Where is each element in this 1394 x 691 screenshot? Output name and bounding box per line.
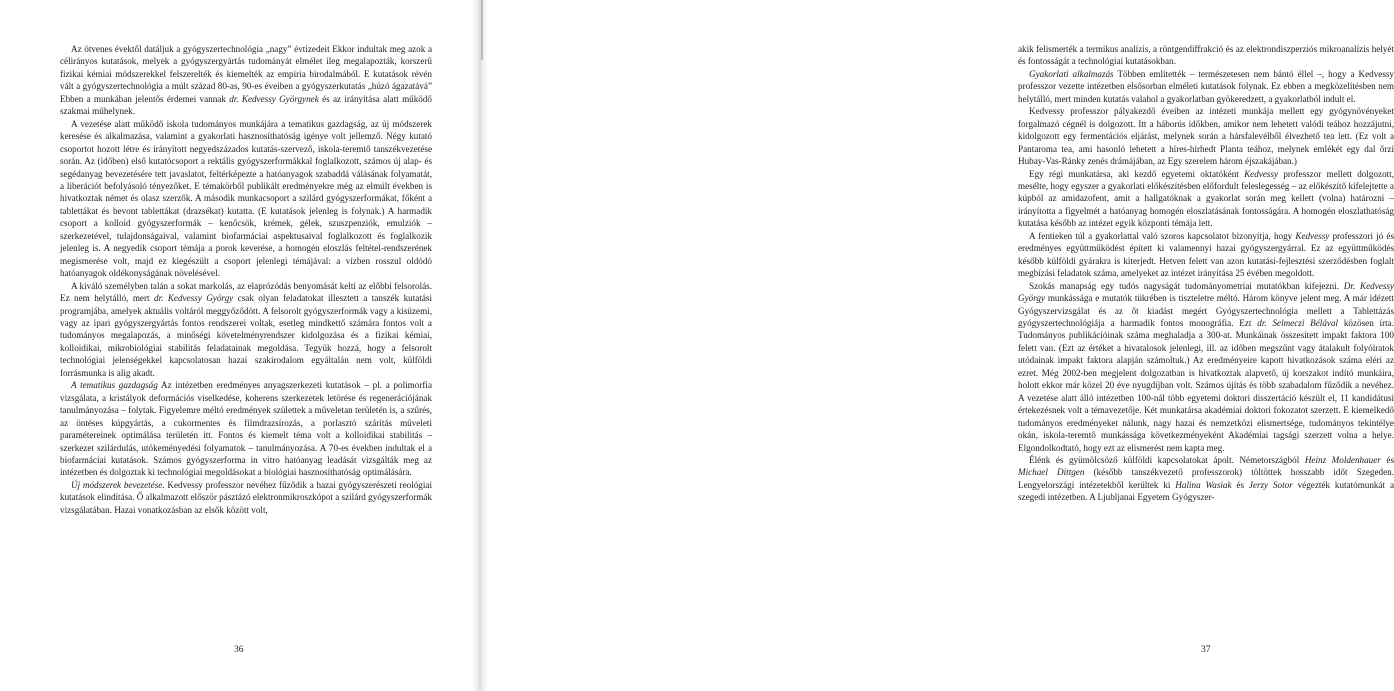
text-run: végezték kutatómunkát a szegedi intézetben. A Ljubljanai Egyetem Gyógyszer- bbox=[1018, 479, 1394, 503]
italic-text: Dr. Kedvessy György bbox=[1018, 280, 1394, 304]
paragraph bbox=[1018, 230, 1394, 280]
italic-text: Michael Dittgen bbox=[1018, 467, 1085, 478]
italic-text: Kedvessy bbox=[1244, 168, 1279, 179]
text-run: csak olyan feladatokat illesztett a tanszék kutatási programjába, amelyek aktuális voltáról meggyőződött. A felsorolt gyógyszerformák vagy a kisüzemi, vagy az ipari gyógyszergyártás fontos rendszerei voltak, esetleg mindkettő számára fontos volt a tudományos megalapozás, a minőségi követelményrendszer kidolgozása és a fizikai kémiai, kolloidikai, mikrobiológiai stabilitás feladatainak megoldása. Tegyük hozzá, hogy a felsorolt technológiai jelenségekkel kapcsolatosan hazai szakirodalom egyáltalán nem volt, külföldi forrásmunka is alig akadt. bbox=[60, 293, 432, 378]
text-run: Többen említették – természetesen nem bántó éllel –, hogy a Kedvessy professzor vezette intézetben elsősorban elméleti kutatások folynak. Ez ebben a megközelítésben nem helytálló, mert minden kutatás valahol a gyakorlatban gyökeredzett, a gyakorlatból indult el. bbox=[1018, 68, 1394, 104]
left-page-body bbox=[60, 43, 432, 516]
left-page bbox=[0, 0, 480, 691]
paragraph bbox=[60, 379, 432, 479]
text-run: akik felismerték a termikus analízis, a röntgendiffrakció és az elektrondiszperziós mikroanalízis helyét és fontosságát a technológiai kutatásokban. bbox=[1018, 44, 1394, 67]
paragraph bbox=[60, 479, 432, 516]
italic-text: Új módszerek bevezetése. bbox=[71, 479, 165, 490]
text-run: (később tanszékvezető professzorok) töltöttek hosszabb időt Szegeden. Lengyelországi intézetekből kerültek ki bbox=[1018, 467, 1394, 490]
italic-text: Halina Wasiak bbox=[1175, 479, 1232, 490]
left-page-number: 36 bbox=[234, 645, 244, 655]
paragraph bbox=[1018, 43, 1394, 68]
italic-text: Kedvessy bbox=[1295, 230, 1330, 241]
text-run: Kedvessy professzor nevéhez fűződik a hazai gyógyszerészeti reológiai kutatások elindítása. Ő alkalmazott először pásztázó elektronmikroszkópot a szilárd gyógyszerformák vizsgálatában. Hazai vonatkozásban az elsők között volt, bbox=[60, 479, 432, 515]
text-run: Egy régi munkatársa, aki kezdő egyetemi oktatóként bbox=[1029, 168, 1245, 179]
paragraph bbox=[1018, 105, 1394, 167]
text-run: A fentieken túl a gyakorlattal való szoros kapcsolatot bizonyítja, hogy bbox=[1029, 230, 1296, 241]
text-run: professzor mellett dolgozott, mesélte, hogy egyszer a gyakorlati előkészítésben előfordult feleslegesség – az előkészítő kifelejtette a kúpból az amidazofent, amit a hallgatóknak a gyakorlat során meg kellett (volna) határozni – irányította a figyelmét a hatóanyag homogén eloszlatásának fontosságára. A homogén eloszlathatóság kutatása később az intézet egyik központi témája lett. bbox=[1018, 168, 1394, 229]
right-page-number: 37 bbox=[1201, 645, 1211, 655]
right-page bbox=[480, 0, 1394, 691]
italic-text: Heinz Moldenhauer bbox=[1304, 454, 1381, 465]
text-run: Élénk és gyümölcsöző külföldi kapcsolatokat ápolt. Németországból bbox=[1029, 454, 1305, 465]
paragraph bbox=[60, 118, 432, 280]
italic-text: dr. Kedvessy György bbox=[154, 293, 234, 304]
text-run: és az irányítása alatt működő szakmai műhelynek. bbox=[60, 93, 432, 117]
italic-text: Jerzy Sotor bbox=[1248, 479, 1293, 490]
paragraph bbox=[1018, 168, 1394, 230]
text-run: A vezetése alatt működő iskola tudományos munkájára a tematikus gazdagság, az új módszerek keresése és alkalmazása, valamint a gyakorlati hasznosíthatóság igénye volt jellemző. Négy kutató csoportot hozott létre és irányított negyedszázados kutatás-szervező, iskola-teremtő tanszékvezetése során. Az (időben) első kutatócsoport a rektális gyógyszerformákkal foglalkozott, számos új alap- és segédanyag bevezetésére tett javaslatot, feltérképezte a hatóanyagok szabaddá válásának folyamatát, a liberációt befolyásoló tényezőket. E témakörből publikált eredményekre még az elmúlt években is hivatkoztak német és olasz szerzők. A második munkacsoport a szilárd gyógyszerformákat, főként a tablettákat és bevont tablettákat (drazsékat) kutatta. (E kutatások jelenleg is folynak.) A harmadik csoport a kolloid gyógyszerformák – kenőcsök, krémek, gélek, szuszpenziók, emulziók – szerkezetével, tulajdonságaival, valamint biofarmáciai aspektusaival foglalkozott és foglalkozik jelenleg is. A negyedik csoport témája a porok keverése, a homogén eloszlás feltétel-rendszerének megismerése volt, majd ez kiegészült a csoport jelenlegi témájával: a vízben rosszul oldódó hatóanyagok oldékonyságának növelésével. bbox=[60, 118, 432, 279]
text-run: közösen írta. Tudományos publikációinak száma meghaladja a 300-at. Munkáinak összesített impakt faktora 100 felett van. (Ezt az értéket a hivatalosok jelenlegi, ill. az időben megszűnt vagy átalakult folyóiratok utódainak impakt faktora alapján számoltuk.) Az eredményeire kapott hivatkozások száma eléri az ezret. Még 2002-ben megjelent dolgozatban is hivatkoztak alapvető, új korszakot indító munkáira, holott ekkor már közel 20 éve nyugdíjban volt. Számos újítás és több szabadalom fűződik a nevéhez. A vezetése alatt álló intézetben 100-nál több egyetemi doktori disszertáció készült el, 11 kandidátusi értekezésnek volt a témavezetője. Két munkatársa akadémiai doktori fokozatot szerzett. E kiemelkedő tudományos eredményeket nálunk, nagy hazai és nemzetközi elismertsége, tudományos tekintélye okán, iskola-teremtő munkássága következményeként Akadémiai tagsági szerzett volna a helye. Elgondolkodtató, hogy ezt az elismerést nem kapta meg. bbox=[1018, 317, 1394, 453]
text-run: munkássága e mutatók tükrében is tiszteletre méltó. Három könyve jelent meg. A már idézett Gyógyszervizsgálat és az őt kiadást megért Gyógyszertechnológia mellett a Tablettázás gyógyszertechnológiája a harmadik fontos monográfia. Ezt bbox=[1018, 293, 1394, 328]
text-run: Az intézetben eredményes anyagszerkezeti kutatások – pl. a polimorfia vizsgálata, a kristályok deformációs viselkedése, koherens szerkezetek letörése és regenerációjának tanulmányozása – folytak. Figyelemre méltó eredmények születtek a műveletan területén is, a szűrés, az öntéses kúpgyártás, a cukormentes és filmdrazsírozás, a porlasztó szárítás műveleti paramétereinek optimálása területén itt. Fontos és kiemelt téma volt a kolloidikai stabilitás – szerkezet szilárdulás, utókeményedési folyamatok – tanulmányozása. A 70-es években indultak el a biofarmáciai kutatások. Számos gyógyszerforma in vitro hatóanyag leadását vizsgálták meg az intézetben és dolgoztak ki technológiai megoldásokat a biológiai hasznosíthatóság optimálására. bbox=[60, 380, 432, 478]
italic-text: Gyakorlati alkalmazás bbox=[1029, 68, 1114, 79]
text-run: professzori jó és eredményes együttműködést épített ki valamennyi hazai gyógyszergyárral. Ez az együttműködés később külföldi gyárakra is kiterjedt. Hetven felett van azon kutatási-fejlesztési szerződésben foglalt megbízási feladatok száma, amelyeket az intézet irányítása 25 évében megoldott. bbox=[1018, 230, 1394, 279]
paragraph bbox=[1018, 454, 1394, 504]
paragraph bbox=[60, 280, 432, 380]
text-run: és bbox=[1231, 479, 1249, 490]
text-run: és bbox=[1380, 454, 1394, 465]
text-run: Kedvessy professzor pályakezdő éveiben az intézeti munkája mellett egy gyógynövényeket forgalmazó cégnél is dolgozott. Itt a háborús időkben, amikor nem lehetett valódi teához hozzájutni, kidolgozott egy fermentációs eljárást, melynek során a hársfalevélből élvezhető tea lett. (Ez volt a Pantaroma tea, ami hasonló lehetett a híres-hírhedt Planta teához, melynek emlékét egy dal őrzi Hubay-Vas-Ránky zenés drámájában, az Egy szerelem három éjszakájában.) bbox=[1018, 106, 1394, 167]
italic-text: dr. Selmeczi Bélával bbox=[1257, 317, 1339, 328]
italic-text: A tematikus gazdagság bbox=[71, 380, 158, 391]
paragraph bbox=[1018, 280, 1394, 454]
right-page-body bbox=[1018, 43, 1394, 504]
italic-text: dr. Kedvessy Györgynek bbox=[229, 93, 319, 104]
text-run: Az ötvenes évektől datáljuk a gyógyszertechnológia „nagy” évtizedeit Ekkor indultak meg azok a célirányos kutatások, melyek a gyógyszergyártás tudományát elmélet ileg megalapozták, korszerű fizikai kémiai módszerekkel felszerelték és kiemelték az empiria birodalmából. E kutatások révén vált a gyógyszertechnológia a múlt század 80-as, 90-es éveiben a gyógyszerkutatás „húzó ágazatává” Ebben a munkában jelentős érdemei vannak bbox=[60, 44, 432, 104]
text-run: Szokás manapság egy tudós nagyságát tudományometriai mutatókban kifejezni. bbox=[1029, 280, 1344, 291]
paragraph bbox=[60, 43, 432, 118]
paragraph bbox=[1018, 68, 1394, 105]
text-run: A kiváló személyben talán a sokat markolás, az elaprózódás benyomását kelti az előbbi felsorolás. Ez nem helytálló, mert bbox=[60, 280, 432, 304]
